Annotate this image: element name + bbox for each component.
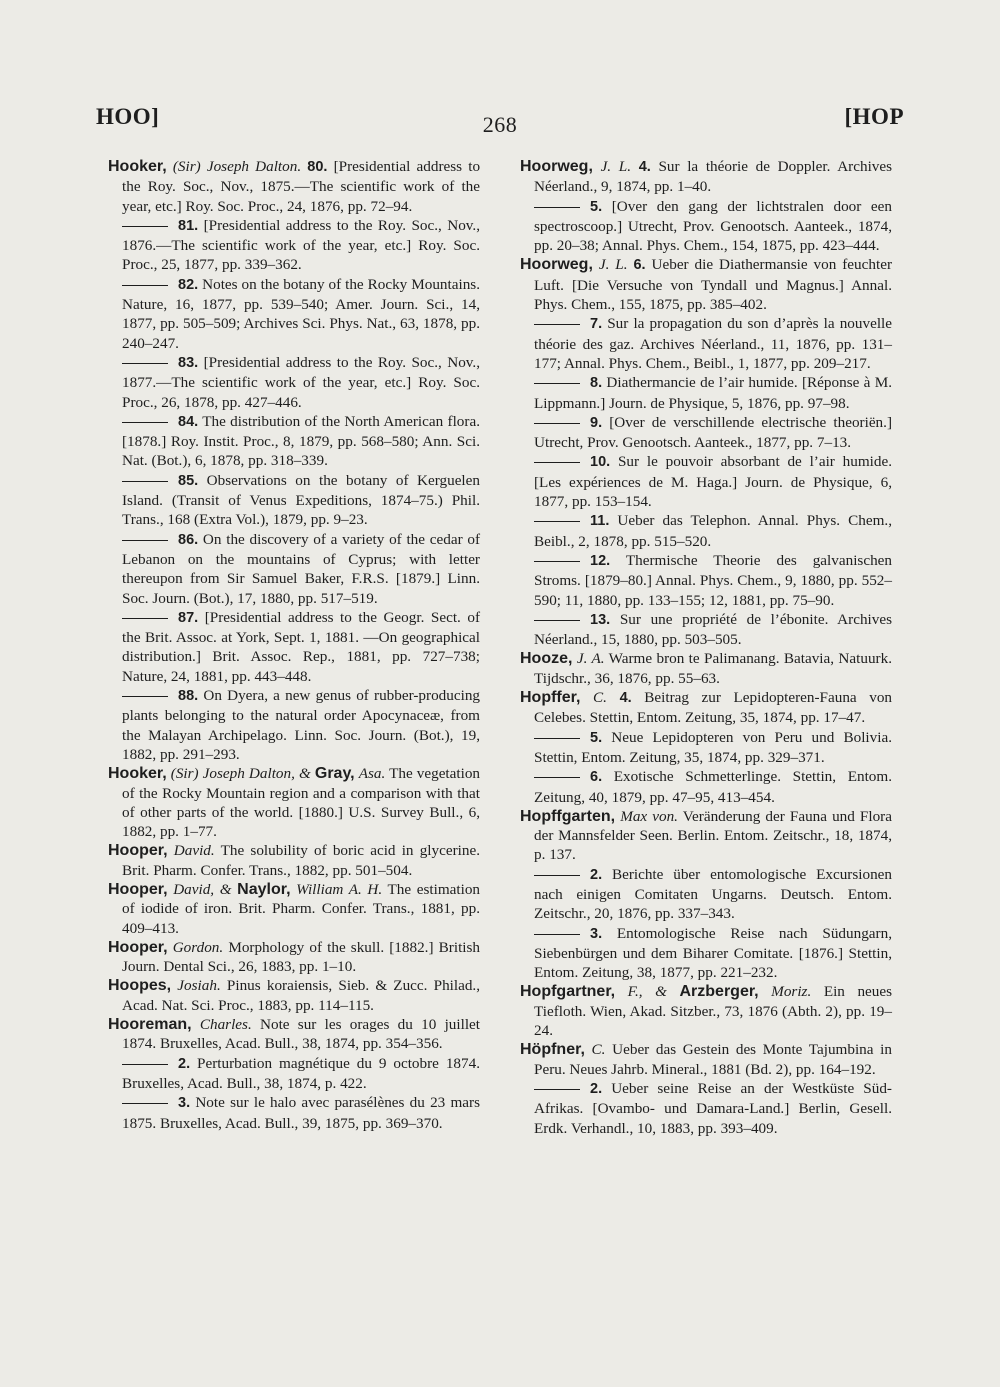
entry-number: 8. [590,375,603,392]
entry-text: [Presidential address to the Geogr. Sect. of the Brit. Assoc. at York, Sept. 1, 1881. —On geographical distribution.] Brit. Assoc. Rep., 1881, pp. 727–738; Nature, 24, 1881, pp. 443–448. [122,608,481,685]
entry-text: Ueber die Diathermansie von feuchter Luft. [Die Versuche von Tyndall und Magnus.] Annal. Phys. Chem., 155, 1875, pp. 385–402. [534,256,892,314]
entry-text: Berichte über entomologische Excursionen nach einigen Comitaten Ungarns. Deutsch. Entom. Zeitschr., 20, 1876, pp. 337–343. [534,865,893,923]
entry-number: 6. [633,257,646,274]
entry-text: The estimation of iodide of iron. Brit. Pharm. Confer. Trans., 1881, pp. 409–413. [122,880,481,937]
ditto-rule [534,875,580,876]
entry-text: Sur la théorie de Doppler. Archives Néerland., 9, 1874, pp. 1–40. [534,158,893,196]
ditto-rule [534,561,580,562]
entry-number: 9. [590,414,603,431]
author-given-name: C. [591,1041,606,1059]
ditto-rule [534,620,580,621]
bibliography-entry [520,1040,892,1079]
author-given-name: Charles. [199,1016,252,1034]
entry-text: Ueber das Gestein des Monte Tajumbina in Peru. Neues Jahrb. Mineral., 1881 (Bd. 2), pp. 164–192. [534,1041,892,1078]
bibliography-entry [520,197,892,256]
bibliography-entry [520,413,892,453]
ditto-rule [534,462,580,463]
entry-number: 88. [178,688,199,705]
bibliography-entry [108,1093,480,1133]
entry-text: On Dyera, a new genus of rubber-producing plants belonging to the natural order Apocynaceæ, from the Malayan Archipelago. Linn. Soc. Journ. (Bot.), 19, 1882, pp. 291–293. [122,687,481,763]
ditto-rule [534,383,580,384]
ditto-rule [534,423,580,424]
author-name: Hoorweg, [520,256,593,274]
entry-text: Perturbation magnétique du 9 octobre 1874. Bruxelles, Acad. Bull., 38, 1874, p. 422. [122,1054,481,1092]
entry-text: Note sur les orages du 10 juillet 1874. Bruxelles, Acad. Bull., 38, 1874, pp. 354–356. [122,1016,480,1053]
entry-number: 5. [590,198,603,215]
bibliography-entry [520,728,892,768]
entry-text: The vegetation of the Rocky Mountain region and a comparison with that of other parts of the world. [1880.] U.S. Survey Bull., 6, 1882, pp. 1–77. [122,765,481,841]
bibliography-entry [108,157,480,216]
author-given-name: C. [593,689,607,707]
bibliography-entry [520,982,892,1040]
entry-text: Exotische Schmetterlinge. Stettin, Entom. Zeitung, 40, 1879, pp. 47–95, 413–454. [534,768,892,806]
entry-text: Diathermancie de l’air humide. [Réponse à M. Lippmann.] Journ. de Physique, 5, 1876, pp. 97–98. [534,374,893,412]
author-given-name: Max von. [620,807,678,825]
bibliography-entry [520,649,892,688]
author-name: Hopffer, [520,689,581,707]
bibliography-entry [520,924,892,983]
entry-text: [Presidential address to the Roy. Soc., Nov., 1876.—The scientific work of the year, etc.] Roy. Soc. Proc., 25, 1877, pp. 339–362. [122,216,480,274]
entry-number: 87. [178,609,199,626]
bibliography-entry [108,841,480,880]
entry-number: 83. [178,354,199,371]
entry-number: 82. [178,276,199,293]
ditto-rule [534,207,580,208]
bibliography-entry [108,1054,480,1094]
author-name: Hooker, [108,765,167,783]
author-name: Hooper, [108,842,168,860]
author-name: Hopfgartner, [520,983,616,1001]
entry-text: Notes on the botany of the Rocky Mountains. Nature, 16, 1877, pp. 539–540; Amer. Journ. Sci., 14, 1877, pp. 505–509; Archives Sci. Phys. Nat., 63, 1878, pp. 240–247. [122,275,481,352]
entry-number: 6. [590,769,603,786]
bibliography-entry [520,807,892,865]
author-given-name: J. L. [600,158,632,175]
running-head-right: [HOP [844,104,904,129]
entry-text: The distribution of the North American flora. [1878.] Roy. Instit. Proc., 8, 1879, pp. 568–580; Ann. Sci. Nat. (Bot.), 6, 1878, pp. 318–339. [122,412,480,470]
bibliography-entry [520,255,892,314]
author-given-name: David. [173,842,215,860]
ditto-rule [534,1089,580,1090]
entry-text: Observations on the botany of Kerguelen Island. (Transit of Venus Expeditions, 1874–75.) Phil. Trans., 168 (Extra Vol.), 1879, pp. 9–23. [122,471,480,529]
ditto-rule [534,777,580,778]
entry-text: Morphology of the skull. [1882.] British Journ. Dental Sci., 26, 1883, pp. 1–10. [122,938,481,976]
ditto-rule [122,1103,168,1104]
bibliography-entry [108,686,480,764]
bibliography-entry [108,216,480,275]
entry-text: [Over de verschillende electrische theoriën.] Utrecht, Prov. Genootsch. Aanteek., 1877, pp. 7–13. [534,413,893,452]
bibliography-entry [520,452,892,511]
coauthor-given-name: Asa. [358,765,386,783]
bibliography-entry [520,373,892,413]
bibliography-entry [520,511,892,551]
coauthor-name: Gray, [314,765,355,783]
ditto-rule [534,738,580,739]
ditto-rule [122,363,168,364]
author-given-name: Gordon. [172,938,224,956]
author-name: Hoopes, [108,977,172,995]
entry-number: 86. [178,531,199,548]
author-name: Hooreman, [108,1016,192,1034]
bibliography-entry [520,767,892,807]
bibliography-entry [108,880,480,938]
entry-number: 80. [307,159,328,175]
bibliography-entry [108,412,480,471]
coauthor-name: Naylor, [237,880,291,898]
ditto-rule [122,422,168,423]
entry-number: 13. [590,611,611,628]
entry-number: 81. [178,217,199,234]
coauthor-given-name: Moriz. [771,983,812,1001]
author-given-name: J. A. [576,650,605,668]
entry-number: 85. [178,472,199,489]
bibliography-entry [520,865,892,924]
entry-number: 84. [178,413,199,430]
running-head-left: HOO] [96,104,160,129]
entry-number: 11. [590,513,610,530]
ditto-rule [122,696,168,697]
entry-number: 12. [590,552,611,569]
entry-number: 7. [590,316,603,333]
author-given-name: (Sir) Joseph Dalton. [172,158,302,175]
author-name: Hooper, [108,880,168,898]
entry-text: Sur une propriété de l’ébonite. Archives Néerland., 15, 1880, pp. 503–505. [534,610,892,649]
bibliography-entry [520,610,892,650]
entry-number: 5. [590,729,603,746]
author-name: Hopffgarten, [520,807,616,825]
entry-number: 4. [619,690,632,707]
ditto-rule [122,618,168,619]
entry-text: Ein neues Tiefloth. Wien, Akad. Sitzber., 73, 1876 (Abth. 2), pp. 19–24. [534,983,893,1040]
bibliography-entry [520,551,892,610]
bibliography-entry [108,976,480,1015]
ditto-rule [534,934,580,935]
entry-text: Ueber das Telephon. Annal. Phys. Chem., Beibl., 2, 1878, pp. 515–520. [534,512,892,550]
bibliography-entry [520,688,892,728]
ditto-rule [534,521,580,522]
entry-number: 2. [178,1055,191,1072]
page-number: 268 [482,112,518,137]
bibliography-entry [108,608,480,686]
entry-text: On the discovery of a variety of the cedar of Lebanon on the mountains of Cyprus; with letter thereupon from Sir Samuel Baker, F.R.S. [1879.] Linn. Soc. Journ. (Bot.), 17, 1880, pp. 517–519. [122,530,481,607]
bibliography-entry [108,471,480,530]
author-given-name: David, & [173,880,232,898]
entry-number: 4. [638,159,651,175]
entry-text: Note sur le halo avec parasélènes du 23 mars 1875. Bruxelles, Acad. Bull., 39, 1875, pp. 369–370. [122,1094,481,1132]
entry-text: [Presidential address to the Roy. Soc., Nov., 1875.—The scientific work of the year, etc.] Roy. Soc. Proc., 24, 1876, pp. 72–94. [122,158,481,215]
ditto-rule [122,540,168,541]
bibliography-entry [108,1015,480,1054]
entry-text: Ueber seine Reise an der Westküste Süd-Afrikas. [Ovambo- und Damara-Land.] Berlin, Gesell. Erdk. Verhandl., 10, 1883, pp. 393–409. [534,1079,892,1137]
entry-text: The solubility of boric acid in glycerine. Brit. Pharm. Confer. Trans., 1882, pp. 501–504. [122,842,481,879]
author-name: Hoorweg, [520,158,593,175]
bibliography-entry [520,157,892,197]
right-column [520,157,892,1138]
left-column [108,157,480,1133]
entry-text: [Presidential address to the Roy. Soc., Nov., 1877.—The scientific work of the year, etc.] Roy. Soc. Proc., 26, 1878, pp. 427–446. [122,353,480,411]
coauthor-name: Arzberger, [679,983,759,1001]
bibliography-entry [108,938,480,977]
ditto-rule [122,285,168,286]
author-name: Höpfner, [520,1041,585,1059]
entry-text: Thermische Theorie des galvanischen Stroms. [1879–80.] Annal. Phys. Chem., 9, 1880, pp. 552–590; 11, 1880, pp. 133–155; 12, 1881, pp. 75–90. [534,551,892,609]
ditto-rule [122,1064,168,1065]
bibliography-entry [108,353,480,412]
author-name: Hooze, [520,650,573,668]
author-name: Hooker, [108,158,167,175]
entry-text: [Over den gang der lichtstralen door een spectroscoop.] Utrecht, Prov. Genootsch. Aanteek., 1874, pp. 20–38; Annal. Phys. Chem., 154, 1875, pp. 423–444. [534,197,892,255]
entry-text: Veränderung der Fauna und Flora der Mannsfelder Seen. Berlin. Entom. Zeitschr., 18, 1874, p. 137. [534,807,892,864]
coauthor-given-name: William A. H. [296,880,383,898]
bibliography-entry [108,530,480,608]
entry-text: Sur le pouvoir absorbant de l’air humide. [Les expériences de M. Haga.] Journ. de Physique, 6, 1877, pp. 153–154. [534,453,893,511]
author-given-name: J. L. [598,256,628,274]
entry-number: 3. [178,1095,191,1112]
ditto-rule [122,226,168,227]
bibliography-entry [108,275,480,353]
entry-text: Pinus koraiensis, Sieb. & Zucc. Philad., Acad. Nat. Sci. Proc., 1883, pp. 114–115. [122,977,481,1014]
bibliography-entry [520,1079,892,1138]
author-name: Hooper, [108,938,168,956]
ditto-rule [122,481,168,482]
author-given-name: (Sir) Joseph Dalton, & [170,765,311,783]
entry-text: Neue Lepidopteren von Peru und Bolivia. Stettin, Entom. Zeitung, 35, 1874, pp. 329–371. [534,728,892,766]
entry-text: Warme bron te Palimanang. Batavia, Natuurk. Tijdschr., 36, 1876, pp. 55–63. [534,650,892,687]
bibliography-entry [108,764,480,841]
entry-number: 2. [590,866,603,883]
entry-text: Entomologische Reise nach Südungarn, Siebenbürgen und dem Biharer Comitate. [1876.] Stettin, Entom. Zeitung, 38, 1877, pp. 221–232. [534,924,892,982]
entry-number: 10. [590,454,611,471]
bibliography-entry [520,314,892,373]
entry-text: Beitrag zur Lepidopteren-Fauna von Celebes. Stettin, Entom. Zeitung, 35, 1874, pp. 17–47. [534,689,893,727]
entry-number: 3. [590,925,603,942]
author-given-name: Josiah. [177,977,221,995]
author-given-name: F., & [627,983,667,1001]
entry-number: 2. [590,1080,603,1097]
entry-text: Sur la propagation du son d’après la nouvelle théorie des gaz. Archives Néerland., 11, 1876, pp. 131–177; Annal. Phys. Chem., Beibl., 1, 1877, pp. 209–217. [534,315,893,372]
ditto-rule [534,324,580,325]
